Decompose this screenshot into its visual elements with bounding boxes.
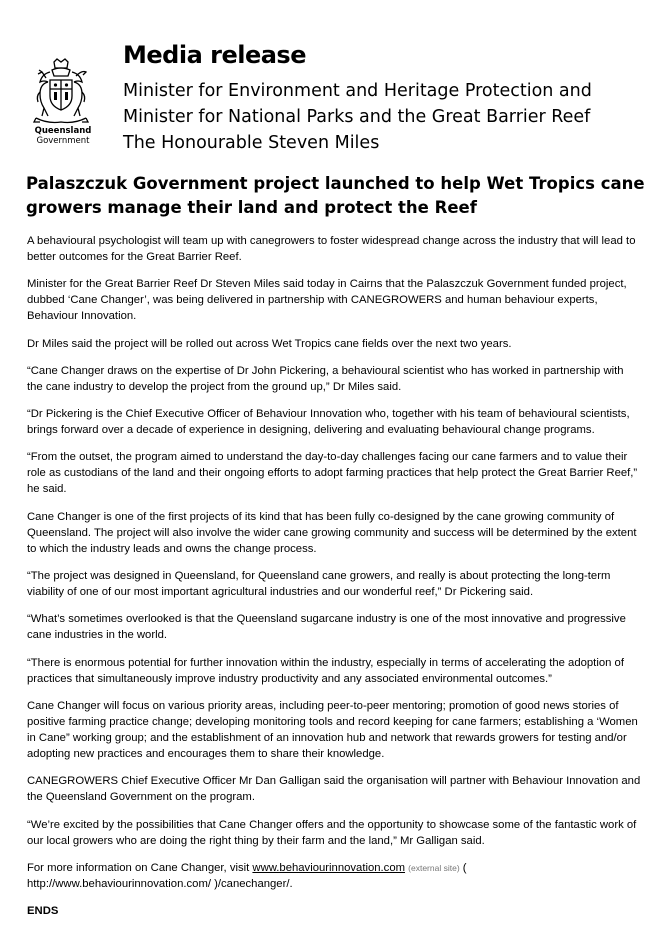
media-release-title: Media release — [123, 41, 306, 69]
body-paragraph: “Dr Pickering is the Chief Executive Officer of Behaviour Innovation who, together with his team of behavioural scientists, brings forward over a decade of experience in designing, delivering and evaluating behavioural change programs. — [27, 408, 630, 437]
body-paragraph: “Cane Changer draws on the expertise of Dr John Pickering, a behavioural scientist who has worked in partnership with the cane industry to develop the project from the ground up,” Dr Miles said. — [27, 364, 624, 393]
behaviour-innovation-link[interactable]: www.behaviourinnovation.com — [252, 861, 406, 874]
logo-line-2: Government — [36, 136, 90, 146]
media-release-header — [0, 0, 665, 160]
body-paragraph: “There is enormous potential for further innovation within the industry, especially in terms of accelerating the adoption of practices that simultaneously improve industry productivity and any associated environmental outcomes.” — [27, 656, 624, 685]
more-info-prefix: For more information on Cane Changer, visit — [27, 861, 253, 874]
queensland-government-wordmark — [28, 126, 98, 146]
logo-line-1: Queensland — [34, 126, 92, 136]
release-body — [27, 233, 641, 930]
external-site-note: (external site) — [408, 862, 460, 873]
more-info-suffix: ( http://www.behaviourinnovation.com/ )/canechanger/. — [27, 861, 467, 890]
body-paragraph: “What’s sometimes overlooked is that the Queensland sugarcane industry is one of the most innovative and progressive cane industries in the world. — [27, 613, 626, 642]
body-paragraph: Minister for the Great Barrier Reef Dr Steven Miles said today in Cairns that the Palaszczuk Government funded project, dubbed ‘Cane Changer’, was being delivered in partnership with CANEGROWERS and human behaviour experts, Behaviour Innovation. — [27, 278, 627, 323]
body-paragraph: CANEGROWERS Chief Executive Officer Mr Dan Galligan said the organisation will partner with Behaviour Innovation and the Queensland Government on the program. — [27, 775, 641, 804]
coat-of-arms-graphic — [28, 58, 94, 126]
minister-title-block — [123, 78, 592, 156]
minister-line-1: Minister for Environment and Heritage Protection and — [123, 81, 592, 101]
minister-line-3: The Honourable Steven Miles — [123, 133, 380, 153]
minister-line-2: Minister for National Parks and the Great Barrier Reef — [123, 107, 591, 127]
body-paragraph: Cane Changer is one of the first projects of its kind that has been fully co-designed by the cane growing community of Queensland. The project will also involve the wider cane growing community and success will be determined by the extent to which the industry leads and owns the change process. — [27, 510, 637, 555]
body-paragraph: “From the outset, the program aimed to understand the day-to-day challenges facing our cane farmers and to value their role as custodians of the land and their ongoing efforts to adopt farming practices that help protect the Great Barrier Reef,” he said. — [27, 451, 638, 496]
body-paragraph: Dr Miles said the project will be rolled out across Wet Tropics cane fields over the next two years. — [27, 337, 512, 350]
more-info-paragraph — [27, 860, 641, 892]
release-headline: Palaszczuk Government project launched to help Wet Tropics cane growers manage their land and protect the Reef — [26, 174, 645, 217]
body-paragraph: “We’re excited by the possibilities that Cane Changer offers and the opportunity to showcase some of the fantastic work of our local growers who are doing the right thing by their farm and the land,” Mr Galligan said. — [27, 818, 637, 847]
ends-marker: ENDS — [27, 905, 59, 918]
body-paragraph: A behavioural psychologist will team up with canegrowers to foster widespread change across the industry that will lead to better outcomes for the Great Barrier Reef. — [27, 235, 636, 263]
body-paragraph: Cane Changer will focus on various priority areas, including peer-to-peer mentoring; promotion of good news stories of positive farming practice change; developing monitoring tools and record keeping for cane farmers; establishing a ‘Women in Cane” working group; and the establishment of an innovation hub and network that rewards growers for testing and/or adopting new practices and encourages them to share their knowledge. — [27, 699, 638, 760]
body-paragraph: “The project was designed in Queensland, for Queensland cane growers, and really is about protecting the long-term viability of one of our most important agricultural industries and our wonderful reef,” Dr Pickering said. — [27, 570, 611, 599]
